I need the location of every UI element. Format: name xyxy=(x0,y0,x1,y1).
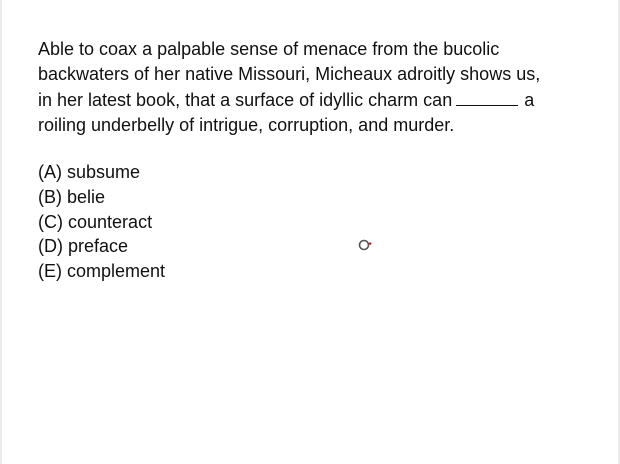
question-line-3-after: a xyxy=(524,90,535,110)
choice-c-text: counteract xyxy=(68,211,153,232)
choice-e[interactable] xyxy=(38,259,165,284)
choice-c-letter: (C) xyxy=(38,211,63,232)
choice-a[interactable] xyxy=(38,160,165,185)
choice-d-letter: (D) xyxy=(38,236,63,257)
choice-b[interactable] xyxy=(38,185,165,210)
answer-blank xyxy=(456,87,518,106)
choice-b-text: belie xyxy=(67,186,106,207)
question-line-1: Able to coax a palpable sense of menace from the bucolic xyxy=(38,39,500,59)
left-edge-divider xyxy=(0,0,2,464)
question-line-3-before: in her latest book, that a surface of idyllic charm can xyxy=(38,90,453,110)
question-line-3 xyxy=(38,87,578,113)
mouse-cursor-ring-icon xyxy=(358,238,372,252)
cursor-ring xyxy=(360,241,369,250)
answer-choices xyxy=(38,160,165,284)
choice-b-letter: (B) xyxy=(38,186,62,207)
choice-e-letter: (E) xyxy=(38,261,62,282)
choice-d[interactable] xyxy=(38,234,165,259)
question-line-2: backwaters of her native Missouri, Micheaux adroitly shows us, xyxy=(38,64,541,84)
choice-d-text: preface xyxy=(68,236,129,257)
cursor-dot xyxy=(369,242,371,244)
choice-e-text: complement xyxy=(67,261,166,282)
choice-a-letter: (A) xyxy=(38,162,62,182)
choice-a-text: subsume xyxy=(67,162,141,182)
question-stem xyxy=(38,37,578,138)
choice-c[interactable] xyxy=(38,210,165,235)
question-line-4: roiling underbelly of intrigue, corruption, and murder. xyxy=(38,115,455,135)
